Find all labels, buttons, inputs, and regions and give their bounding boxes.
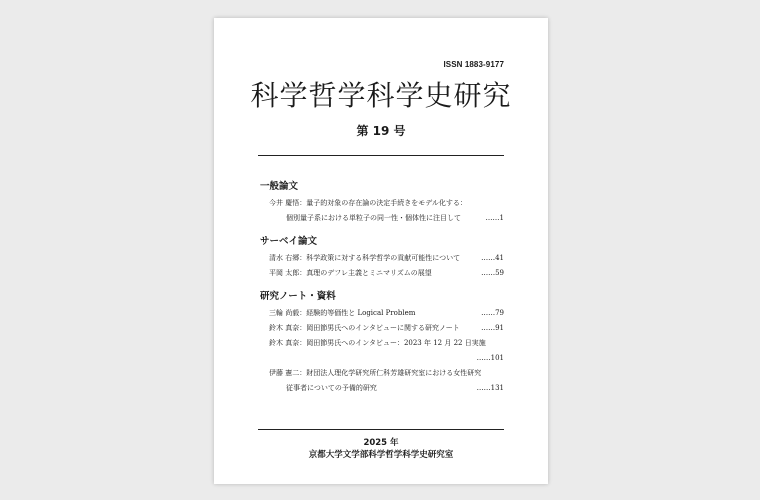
section-heading-survey-papers: サーベイ論文 (260, 236, 318, 247)
publisher-name: 京都大学文学部科学哲学科学史研究室 (308, 450, 454, 460)
section-heading-research-notes: 研究ノート・資料 (260, 291, 336, 302)
issue-number: 第 19 号 (356, 124, 406, 138)
publication-year: 2025 年 (363, 438, 399, 448)
toc-entry-page: ……101 (476, 354, 504, 362)
toc-entry-title: 今井 慶悟：量子的対象の存在論の決定手続きをモデル化する： (269, 199, 467, 207)
toc-entry-title: 三輪 尚毅：経験的等価性と Logical Problem (269, 309, 416, 317)
toc-entry-page: ……79 (481, 309, 504, 317)
toc-entry-title: 平岡 太郎：真理のデフレ主義とミニマリズムの展望 (269, 269, 432, 277)
toc-entry-title: 清水 右郷：科学政策に対する科学哲学の貢献可能性について (269, 254, 461, 262)
toc-entry-title: 従事者についての予備的研究 (286, 384, 377, 392)
toc-entry (269, 196, 504, 211)
toc-entry-page: ……41 (481, 254, 504, 262)
toc-entry (269, 351, 504, 366)
toc-entry-page: ……1 (485, 214, 504, 222)
toc-entry-title: 個別量子系における単粒子の同一性・個体性に注目して (286, 214, 461, 222)
toc-entry (269, 306, 504, 321)
table-of-contents (260, 178, 504, 396)
toc-entry (269, 321, 504, 336)
journal-cover (214, 18, 548, 484)
toc-entry (286, 211, 504, 226)
top-divider (258, 155, 504, 156)
toc-entry-page: ……59 (481, 269, 504, 277)
toc-entry-title: 鈴木 真奈：岡田節男氏へのインタビューに関する研究ノート (269, 324, 460, 332)
toc-entry (269, 251, 504, 266)
toc-entry (286, 381, 504, 396)
publisher-footer (214, 437, 548, 461)
toc-entry-title: 鈴木 真奈：岡田節男氏へのインタビュー：2023 年 12 月 22 日実施 (269, 339, 486, 347)
bottom-divider (258, 429, 504, 430)
section-heading-general-papers: 一般論文 (260, 181, 299, 192)
toc-entry-page: ……131 (476, 384, 504, 392)
journal-title: 科学哲学科学史研究 (250, 79, 512, 112)
toc-entry-title: 伊藤 憲二：財団法人理化学研究所仁科芳雄研究室における女性研究 (269, 369, 482, 377)
toc-entry (269, 366, 504, 381)
toc-entry (269, 266, 504, 281)
issn-number: ISSN 1883-9177 (443, 60, 504, 69)
toc-entry-page: ……91 (481, 324, 504, 332)
toc-entry (269, 336, 504, 351)
